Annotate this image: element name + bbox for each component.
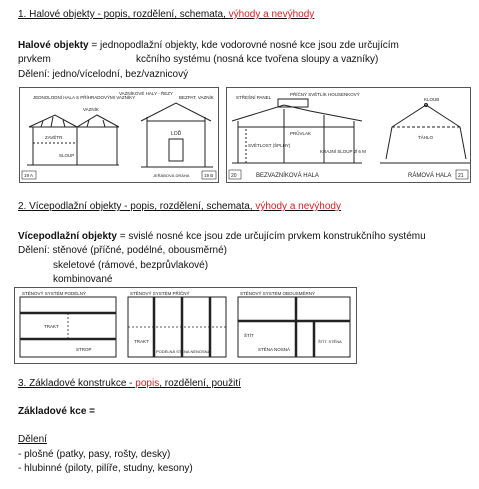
section2-heading-text: 2. Vícepodlažní objekty - popis, rozdělení, schemata, [18,201,256,212]
section2-def-term: Vícepodlažní objekty [18,231,117,242]
hall-sections-figure [19,87,219,183]
fig3-title-a: STĚNOVÝ SYSTÉM PODÉLNÝ [22,291,87,296]
fig3-title-b: STĚNOVÝ SYSTÉM PŘÍČNÝ [130,291,190,296]
fig3-stena: STĚNA NOSNÁ [258,347,291,352]
section2-definition [18,231,426,243]
fig3-vypln: ŠTÍT. STĚNA [318,339,342,344]
fig2-label-f: KLOUB [424,97,440,102]
fig1-label-a: JEDNOLODNÍ HALA S PŘÍHRADOVÝMI VAZNÍKY [33,95,136,100]
section1-def-line2a: prvkem [18,54,51,65]
fig1-label-g: SLOUP [59,153,75,158]
section1-division: Dělení: jedno/vícelodní, bez/vaznicový [18,69,189,80]
fig2-label-c: PRŮVLAK [290,131,312,136]
section1-heading-text: 1. Halové objekty - popis, rozdělení, schemata, [18,9,229,20]
fig2-num-b: 21 [458,173,464,179]
fig3-podelna: PODÉLNÁ STĚNA NENOSNÁ [156,349,211,354]
section3-heading [18,378,241,390]
fig2-num-a: 20 [231,173,237,179]
section1-heading [18,9,314,21]
beamless-frame-hall-figure [226,87,471,183]
fig2-label-b: PŘÍČNÝ SVĚTLÍK HOUSENKOVÝ [290,92,360,97]
fig3-stit: ŠTÍT [244,333,254,338]
fig1-label-b: VAZNÍKOVÉ HALY - ŘEZY [119,91,174,96]
fig3-strop-a: STROP [76,347,92,352]
section1-def-line2b: kcčního systému (nosná kce tvořena sloupy a vazníky) [136,54,379,65]
fig2-caption-b: RÁMOVÁ HALA [408,173,452,179]
fig2-caption-a: BEZVAZNÍKOVÁ HALA [256,173,319,179]
section3-heading-end: , rozdělení, použití [159,378,241,389]
section3-heading-red: popis [135,378,160,389]
wall-systems-figure [14,287,357,364]
fig3-trakt-b: TRAKT [134,339,149,344]
fig2-label-g: TÁHLO [418,135,434,140]
fig1-label-h: JEŘÁBOVÁ DRÁHA [153,173,190,178]
fig3-title-c: STĚNOVÝ SYSTÉM OBOUSMĚRNÝ [240,291,316,296]
fig1-label-e: LOĎ [171,131,182,137]
section3-division-title: Dělení [18,434,47,445]
fig1-label-c: BEZPAT. VAZNÍK [179,95,214,100]
fig3-trakt-a: TRAKT [44,324,59,329]
section2-heading [18,201,341,213]
section2-division-2: skeletové (rámové, bezprůvlakové) [53,260,209,271]
section3-item-2: - hlubinné (piloty, pilíře, studny, kesony) [18,463,193,474]
section2-heading-red: výhody a nevýhody [255,201,341,212]
fig1-num-a: 19 A [24,173,34,178]
fig2-label-a: STŘEŠNÍ PANEL [236,95,272,100]
section2-def-text: = svislé nosné kce jsou zde určujícím prvkem konstrukčního systému [116,231,426,242]
section1-def-term: Halové objekty [18,40,89,51]
fig1-label-f: VAZNÍK [83,107,99,112]
section2-division-3: kombinované [53,274,113,285]
fig1-num-b: 19 B [204,173,214,178]
section2-division: Dělení: stěnové (příčné, podélné, obousměrné) [18,245,228,256]
section3-heading-text: 3. Základové konstrukce - [18,378,136,389]
fig1-label-d: ZAVĚTR. [45,135,64,140]
section1-definition [18,40,399,52]
fig2-label-d: SVĚTLOST (ŠPLHY) [248,143,291,148]
section1-def-text: = jednopodlažní objekty, kde vodorovné nosné kce jsou zde určujícím [88,40,399,51]
fig2-label-e: KRAJNÍ SLOUP Ø 6 M [320,149,366,154]
section3-definition: Základové kce = [18,406,95,417]
section3-item-1: - plošné (patky, pasy, rošty, desky) [18,449,171,460]
section1-heading-red: výhody a nevýhody [228,9,315,20]
